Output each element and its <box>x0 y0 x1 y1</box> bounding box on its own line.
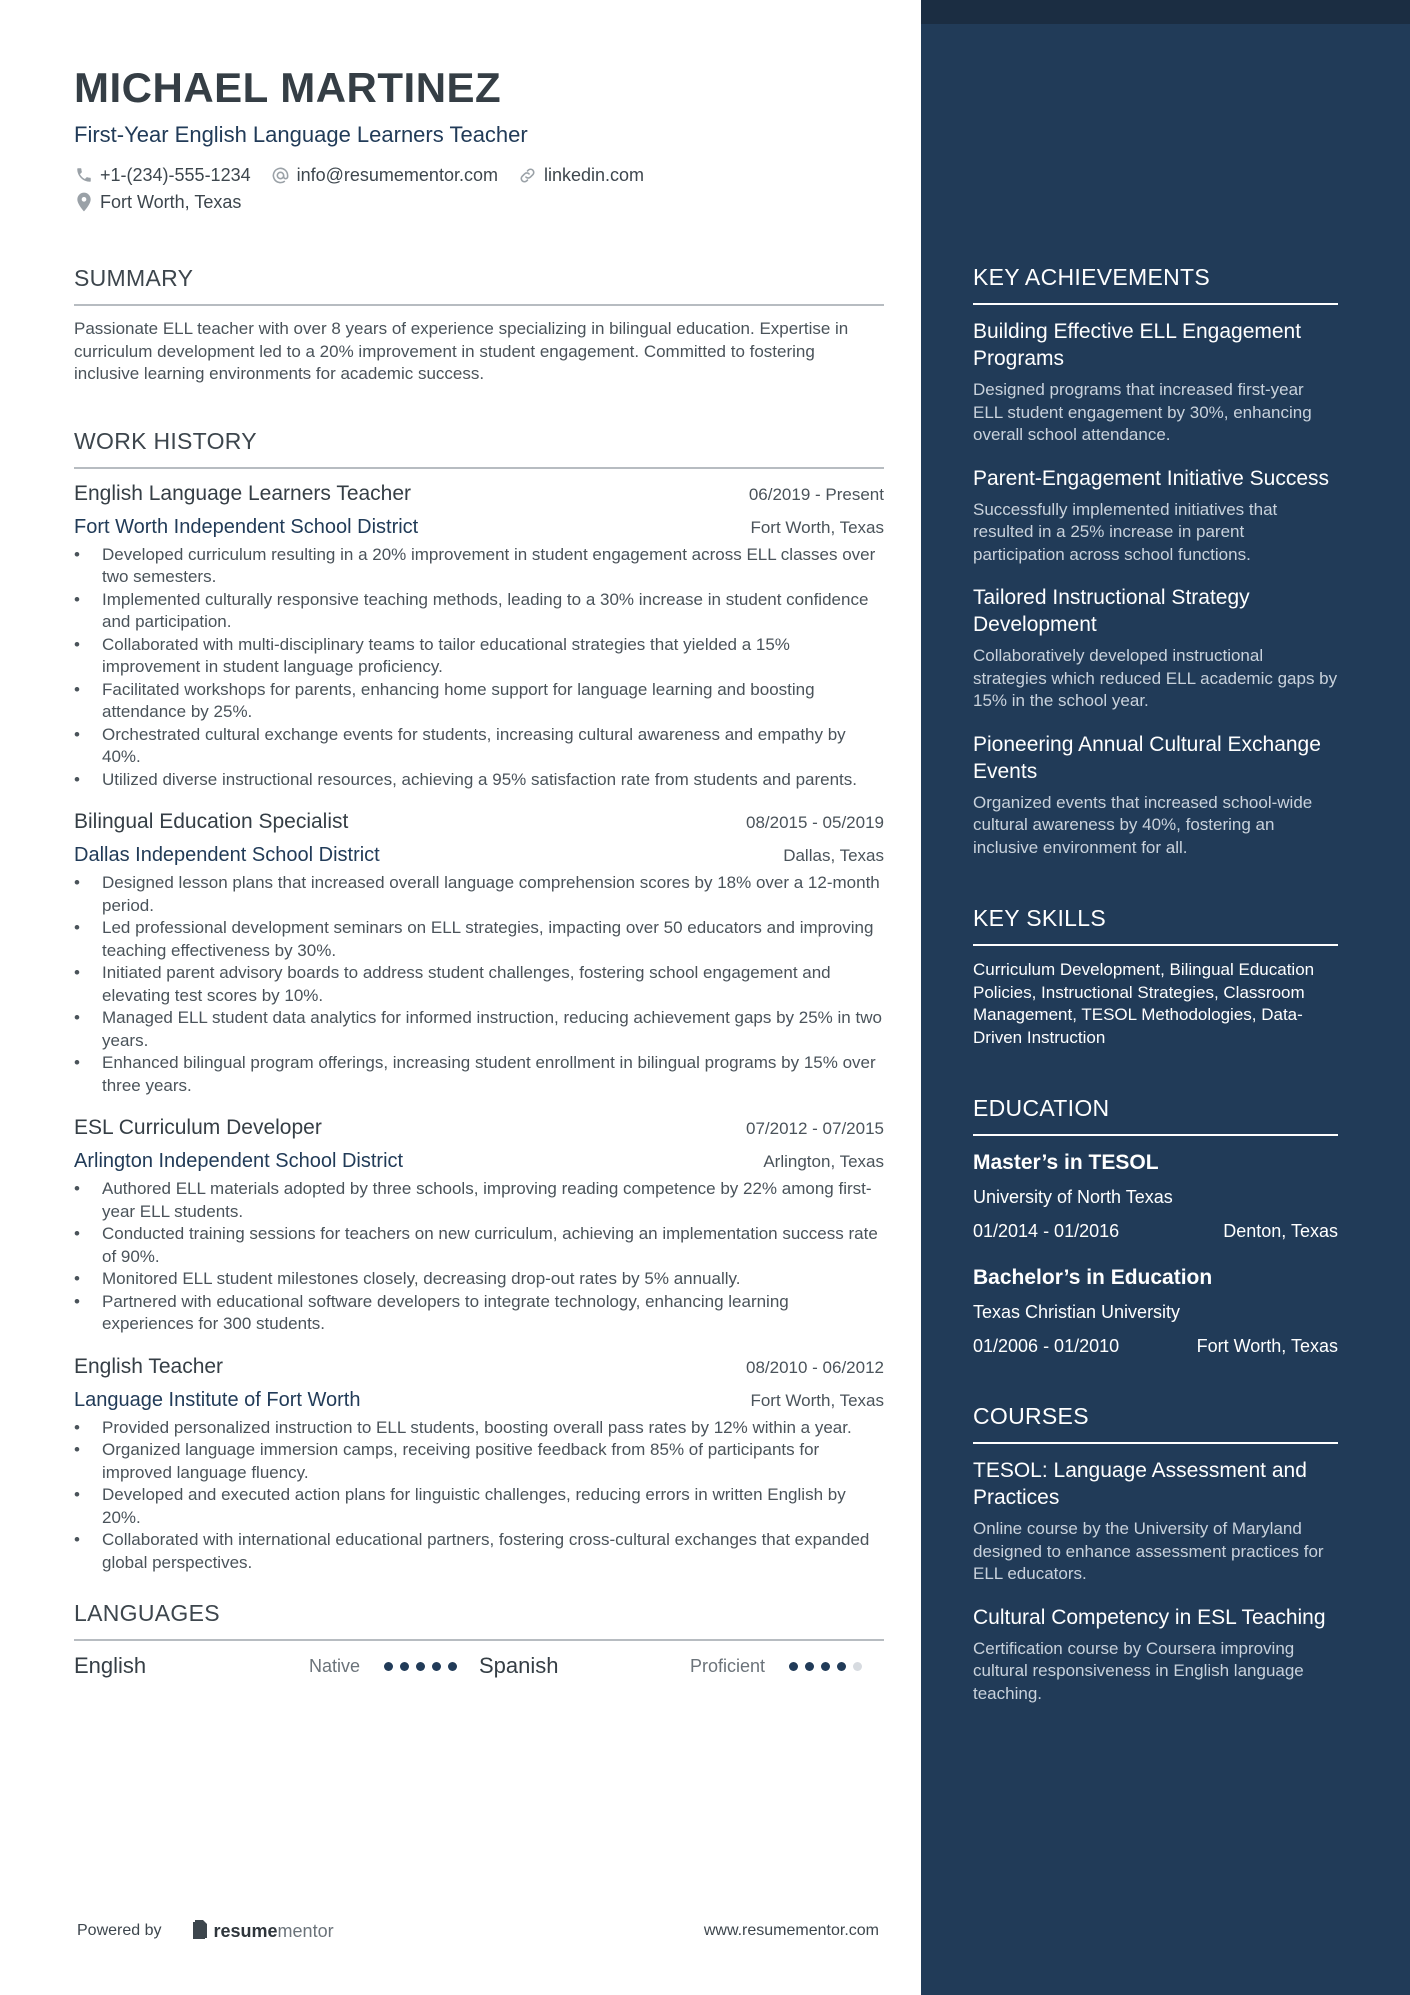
bullet-item: • Orchestrated cultural exchange events for students, increasing cultural awareness and empathy by 40%. <box>74 724 884 769</box>
education-item <box>973 1149 1338 1242</box>
education-heading: EDUCATION <box>973 1095 1338 1136</box>
proficiency-dot-filled <box>416 1662 425 1671</box>
achievement-title: Building Effective ELL Engagement Programs <box>973 320 1302 370</box>
education-location: Fort Worth, Texas <box>1196 1336 1338 1356</box>
course-item <box>973 1604 1338 1706</box>
job-bullets <box>74 872 884 1097</box>
job-bullets <box>74 1178 884 1336</box>
proficiency-dot-filled <box>448 1662 457 1671</box>
course-title: Cultural Competency in ESL Teaching <box>973 1605 1326 1629</box>
language-level: Native <box>308 1655 360 1676</box>
location-pin-icon <box>74 192 94 212</box>
sidebar <box>921 0 1410 1995</box>
education-item <box>973 1264 1338 1357</box>
proficiency-dot-empty <box>853 1662 862 1671</box>
job-location: Dallas, Texas <box>783 846 884 865</box>
phone-text[interactable]: +1-(234)-555-1234 <box>100 165 251 185</box>
achievement-item <box>973 731 1338 860</box>
powered-by <box>77 1919 334 1944</box>
job-company: Fort Worth Independent School District <box>74 515 419 538</box>
powered-by-label: Powered by <box>77 1922 162 1939</box>
proficiency-dot-filled <box>789 1662 798 1671</box>
achievement-item <box>973 584 1338 713</box>
achievement-desc: Organized events that increased school-wide cultural awareness by 40%, fostering an inclusive environment for all. <box>973 792 1313 857</box>
education-school: University of North Texas <box>973 1187 1173 1207</box>
job-role: ESL Curriculum Developer <box>74 1116 322 1139</box>
brand-logo[interactable] <box>192 1919 334 1944</box>
brand-name-light: mentor <box>277 1920 334 1941</box>
job-entry <box>74 1354 884 1575</box>
education-location: Denton, Texas <box>1223 1221 1338 1241</box>
proficiency-dot-filled <box>837 1662 846 1671</box>
achievement-item <box>973 465 1338 567</box>
job-dates: 08/2015 - 05/2019 <box>745 813 884 832</box>
contact-phone <box>74 162 251 188</box>
achievement-title: Pioneering Annual Cultural Exchange Events <box>973 732 1321 783</box>
achievement-desc: Designed programs that increased first-year ELL student engagement by 30%, enhancing overall school attendance. <box>973 380 1312 444</box>
education-dates: 01/2006 - 01/2010 <box>973 1336 1120 1356</box>
language-name: Spanish <box>479 1653 559 1678</box>
bullet-item: • Enhanced bilingual program offerings, increasing student enrollment in bilingual programs by 15% over three years. <box>74 1052 884 1097</box>
summary-text: Passionate ELL teacher with over 8 years of experience specializing in bilingual education. Expertise in curriculum development led to a 20% improvement in student engagement. Committed to fostering inclusive learning environments for academic success. <box>74 319 849 383</box>
languages-heading: LANGUAGES <box>74 1600 884 1641</box>
link-icon <box>518 165 538 185</box>
courses-section <box>973 1403 1338 1705</box>
footer-website[interactable]: www.resumementor.com <box>703 1922 879 1939</box>
proficiency-dot-filled <box>400 1662 409 1671</box>
language-item <box>74 1653 479 1679</box>
job-dates: 07/2012 - 07/2015 <box>745 1119 884 1138</box>
contact-linkedin <box>518 162 644 188</box>
bullet-item: • Provided personalized instruction to ELL students, boosting overall pass rates by 12% within a year. <box>74 1417 884 1440</box>
candidate-title: First-Year English Language Learners Teacher <box>74 122 528 147</box>
brand-name-bold: resume <box>213 1920 278 1941</box>
bullet-item: • Utilized diverse instructional resources, achieving a 95% satisfaction rate from students and parents. <box>74 769 884 792</box>
bullet-item: • Developed and executed action plans for linguistic challenges, reducing errors in written English by 20%. <box>74 1484 884 1529</box>
proficiency-dot-filled <box>821 1662 830 1671</box>
bullet-item: • Led professional development seminars on ELL strategies, impacting over 50 educators and improving teaching effectiveness by 30%. <box>74 917 884 962</box>
bullet-item: • Monitored ELL student milestones closely, decreasing drop-out rates by 5% annually. <box>74 1268 884 1291</box>
job-role: English Language Learners Teacher <box>74 481 412 505</box>
achievement-desc: Collaboratively developed instructional strategies which reduced ELL academic gaps by 15% in the school year. <box>973 646 1338 710</box>
footer <box>77 1916 879 1946</box>
job-role: English Teacher <box>74 1354 224 1378</box>
bullet-item: • Organized language immersion camps, receiving positive feedback from 85% of participants for improved language fluency. <box>74 1439 884 1484</box>
course-desc: Online course by the University of Maryland designed to enhance assessment practices for ELL educators. <box>973 1519 1324 1583</box>
summary-heading: SUMMARY <box>74 265 884 306</box>
achievements-heading: KEY ACHIEVEMENTS <box>973 264 1338 305</box>
job-role: Bilingual Education Specialist <box>74 810 349 833</box>
achievement-title: Tailored Instructional Strategy Development <box>973 586 1250 636</box>
languages-section <box>74 1600 884 1679</box>
job-location: Fort Worth, Texas <box>750 517 884 537</box>
job-company: Language Institute of Fort Worth <box>74 1388 361 1411</box>
education-section <box>973 1095 1338 1357</box>
main-column <box>74 62 884 1679</box>
at-icon <box>271 165 291 185</box>
candidate-name: MICHAEL MARTINEZ <box>74 64 502 111</box>
proficiency-dots <box>384 1662 457 1671</box>
bullet-item: • Authored ELL materials adopted by three schools, improving reading competence by 22% among first-year ELL students. <box>74 1178 884 1223</box>
proficiency-dots <box>789 1662 862 1671</box>
proficiency-dot-filled <box>384 1662 393 1671</box>
language-item <box>479 1653 884 1679</box>
bullet-item: • Partnered with educational software developers to integrate technology, enhancing learning experiences for 300 students. <box>74 1291 884 1336</box>
email-text[interactable]: info@resumementor.com <box>296 165 498 185</box>
achievements-section <box>973 264 1338 859</box>
job-company: Dallas Independent School District <box>74 844 380 866</box>
bullet-item: • Managed ELL student data analytics for informed instruction, reducing achievement gaps by 25% in two years. <box>74 1007 884 1052</box>
bullet-item: • Facilitated workshops for parents, enhancing home support for language learning and boosting attendance by 25%. <box>74 679 884 724</box>
bullet-item: • Collaborated with multi-disciplinary teams to tailor educational strategies that yielded a 15% improvement in student language proficiency. <box>74 634 884 679</box>
language-level: Proficient <box>689 1655 765 1676</box>
brand-mark-icon <box>192 1919 208 1944</box>
sidebar-top-bar <box>921 0 1410 24</box>
proficiency-dot-filled <box>805 1662 814 1671</box>
course-title: TESOL: Language Assessment and Practices <box>973 1459 1307 1509</box>
bullet-item: • Conducted training sessions for teachers on new curriculum, achieving an implementation success rate of 90%. <box>74 1223 884 1268</box>
job-company: Arlington Independent School District <box>74 1150 404 1172</box>
linkedin-text[interactable]: linkedin.com <box>543 165 645 185</box>
courses-heading: COURSES <box>973 1403 1338 1444</box>
work-history-heading: WORK HISTORY <box>74 428 884 469</box>
phone-icon <box>74 165 94 185</box>
education-degree: Bachelor’s in Education <box>973 1266 1213 1289</box>
location-text: Fort Worth, Texas <box>100 192 242 212</box>
skills-section <box>973 905 1338 1049</box>
course-desc: Certification course by Coursera improving cultural responsiveness in English language teaching. <box>973 1638 1304 1703</box>
bullet-item: • Initiated parent advisory boards to address student challenges, fostering school engagement and elevating test scores by 10%. <box>74 962 884 1007</box>
achievement-desc: Successfully implemented initiatives that resulted in a 25% increase in parent participation across school functions. <box>973 499 1278 564</box>
education-school: Texas Christian University <box>973 1302 1181 1322</box>
contact-info <box>74 162 884 215</box>
bullet-item: • Developed curriculum resulting in a 20% improvement in student engagement across ELL classes over two semesters. <box>74 544 884 589</box>
job-bullets <box>74 544 884 792</box>
contact-location <box>74 189 241 215</box>
achievement-title: Parent-Engagement Initiative Success <box>973 466 1330 490</box>
skills-text: Curriculum Development, Bilingual Education Policies, Instructional Strategies, Classroom Management, TESOL Methodologies, Data-Driven Instruction <box>973 960 1315 1047</box>
job-location: Arlington, Texas <box>763 1152 884 1171</box>
bullet-item: • Designed lesson plans that increased overall language comprehension scores by 18% over a 12-month period. <box>74 872 884 917</box>
bullet-item: • Implemented culturally responsive teaching methods, leading to a 30% increase in student confidence and participation. <box>74 589 884 634</box>
achievement-item <box>973 318 1338 447</box>
job-location: Fort Worth, Texas <box>750 1390 884 1410</box>
education-degree: Master’s in TESOL <box>973 1151 1159 1174</box>
bullet-item: • Collaborated with international educational partners, fostering cross-cultural exchanges that expanded global perspectives. <box>74 1529 884 1574</box>
language-name: English <box>74 1653 147 1678</box>
course-item <box>973 1457 1338 1586</box>
skills-heading: KEY SKILLS <box>973 905 1338 946</box>
job-entry <box>74 809 884 1097</box>
job-entry <box>74 481 884 792</box>
job-bullets <box>74 1417 884 1575</box>
proficiency-dot-filled <box>432 1662 441 1671</box>
work-history-section <box>74 428 884 1575</box>
contact-email <box>271 162 498 188</box>
job-dates: 06/2019 - Present <box>748 484 884 504</box>
education-dates: 01/2014 - 01/2016 <box>973 1221 1120 1241</box>
job-dates: 08/2010 - 06/2012 <box>745 1357 884 1377</box>
summary-section <box>74 265 884 386</box>
job-entry <box>74 1115 884 1336</box>
